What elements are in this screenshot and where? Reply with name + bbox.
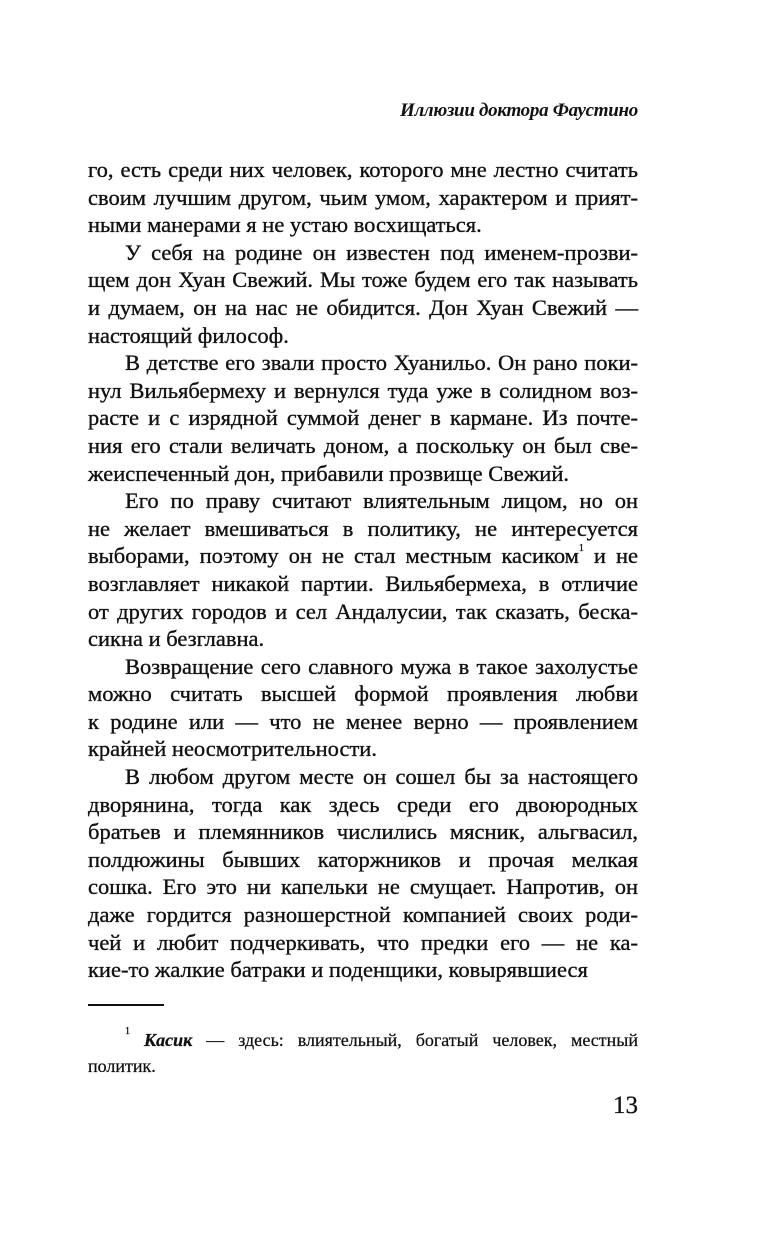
- body-text: [88, 156, 638, 984]
- text-line: крайней неосмотрительности.: [88, 736, 377, 762]
- text-line: Возвращение сего славного мужа в такое захолустье: [125, 653, 638, 679]
- text-line: братьев и племянников числились мясник, альгвасил,: [88, 819, 638, 845]
- text-line: нул Вильябермеху и вернулся туда уже в солидном воз-: [88, 377, 638, 403]
- text-line: сикна и безглавна.: [88, 626, 265, 652]
- text-line: Его по праву считают влиятельным лицом, но он: [125, 488, 638, 514]
- text-line: полдюжины бывших каторжников и прочая мелкая: [88, 846, 638, 872]
- paragraph: [88, 487, 638, 653]
- running-header: Иллюзии доктора Фаустино: [400, 100, 638, 121]
- text-line: дворянина, тогда как здесь среди его двоюродных: [88, 791, 638, 817]
- text-line: ными манерами я не устаю восхищаться.: [88, 212, 482, 238]
- text-line: В детстве его звали просто Хуанильо. Он рано поки-: [125, 350, 638, 376]
- paragraph: [88, 239, 638, 349]
- text-line: расте и с изрядной суммой денег в кармане. Из почте-: [88, 405, 638, 431]
- text-line: можно считать высшей формой проявления любви: [88, 681, 638, 707]
- text-line: жеиспеченный дон, прибавили прозвище Свежий.: [88, 460, 569, 486]
- footnote-term: Касик: [143, 1030, 193, 1050]
- text-line: ния его стали величать доном, а поскольку он был све-: [88, 432, 638, 458]
- footnote-divider: [88, 1004, 164, 1006]
- page-number: 13: [613, 1092, 638, 1119]
- text-line: не желает вмешиваться в политику, не интересуется: [88, 515, 638, 541]
- paragraph: [88, 653, 638, 763]
- text-line: кие-то жалкие батраки и поденщики, ковырявшиеся: [88, 957, 588, 983]
- footnote: [88, 1027, 638, 1079]
- text-line: выборами, поэтому он не стал местным касиком$^1$ и не: [88, 543, 638, 569]
- paragraph: [88, 156, 638, 239]
- footnote-line: [88, 1027, 638, 1053]
- text-line: щем дон Хуан Свежий. Мы тоже будем его так называть: [88, 267, 638, 293]
- footnote-line-2: политик.: [88, 1056, 156, 1076]
- text-line: возглавляет никакой партии. Вильябермеха, в отличие: [88, 570, 638, 596]
- text-line: го, есть среди них человек, которого мне лестно считать: [88, 157, 638, 182]
- text-line: настоящий философ.: [88, 322, 289, 348]
- text-line: к родине или — что не менее верно — проявлением: [88, 708, 638, 734]
- text-line: даже гордится разношерстной компанией своих роди-: [88, 902, 638, 928]
- footnote-text: — здесь: влиятельный, богатый человек, местный: [192, 1030, 638, 1050]
- text-line: своим лучшим другом, чьим умом, характером и прият-: [88, 184, 638, 210]
- text-line: У себя на родине он известен под именем-прозви-: [125, 239, 638, 265]
- text-fragment: и не: [583, 543, 638, 569]
- text-line: чей и любит подчеркивать, что предки его — не ка-: [88, 929, 638, 955]
- paragraph: [88, 763, 638, 984]
- text-line: и думаем, он на нас не обидится. Дон Хуан Свежий —: [88, 294, 638, 320]
- text-line: В любом другом месте он сошел бы за настоящего: [125, 764, 638, 790]
- paragraph: [88, 349, 638, 487]
- footnote-mark: 1: [125, 1026, 130, 1037]
- text-line: сошка. Его это ни капельки не смущает. Напротив, он: [88, 874, 638, 900]
- footnote-reference[interactable]: 1: [578, 543, 584, 555]
- text-line: от других городов и сел Андалусии, так сказать, беска-: [88, 598, 638, 624]
